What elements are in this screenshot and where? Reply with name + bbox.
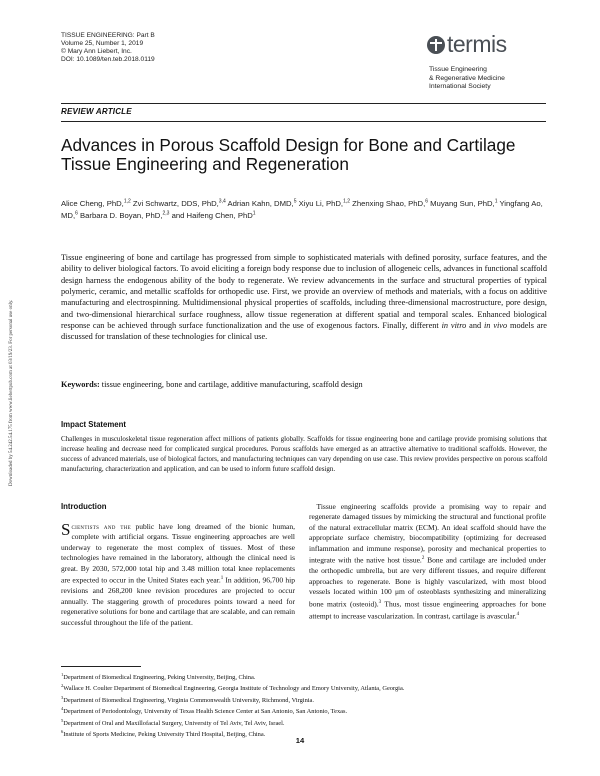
footnote: $^4$Department of Periodontology, University of Texas Health Science Center at San Antonio, San Antonio, Texas. [61, 706, 348, 716]
termis-cross-icon [427, 36, 445, 54]
footnote: $^1$Department of Biomedical Engineering, Peking University, Beijing, China. [61, 672, 256, 682]
logo-subtitle-line-3: International Society [429, 83, 491, 91]
introduction-heading: Introduction [61, 502, 107, 511]
copyright-line: © Mary Ann Liebert, Inc. [61, 48, 132, 55]
header-rule-bottom [61, 121, 546, 122]
intro-left-column: Scientists and the public have long dreamed of the bionic human, complete with artificial organs. Tissue engineering approaches are well underway to regenerate the most complex of tissues. Most of these technologies have remained in the laboratory, although the clinical need is great. By 2030, 572,000 total hip and 3.48 million total knee replacements are expected to occur in the United States each year.$^1$ In addition, 96,700 hip revisions and 268,200 knee revision procedures are projected to occur annually. The staggering growth of procedures points toward a need for regenerative solutions for bone and cartilage that are scalable, and can remain successful throughout the life of the patient. [61, 520, 295, 627]
author: Yingfang Ao, MD,$^6$ [61, 198, 543, 221]
header-rule-top [61, 103, 546, 104]
author: Alice Cheng, PhD,$^{1,2}$ [61, 198, 131, 208]
footnote: $^2$Wallace H. Coulter Department of Biomedical Engineering, Georgia Institute of Technology and Emory University, Atlanta, Georgia. [61, 683, 405, 693]
journal-header [61, 32, 155, 64]
citation: 2 [421, 556, 425, 562]
doi-line: DOI: 10.1089/ten.teb.2018.0119 [61, 56, 155, 63]
author-list [61, 196, 546, 221]
impact-statement: Challenges in musculoskeletal tissue regeneration affect millions of patients globally. Scaffolds for tissue engineering bone and cartilage provide promising solutions that increase healing and decrease need for complicated surgical procedures. Porous scaffolds have emerged as an attractive alternative to traditional scaffolds. However, the success of advanced materials, use of biological factors, and manufacturing techniques can vary depending on use case. This review provides perspective on porous scaffold manufacturing, characterization and application, and can be used to inform future scaffold design. [61, 435, 547, 473]
author: Zhenxing Shao, PhD,$^6$ [352, 198, 429, 208]
keywords [61, 379, 547, 390]
logo-wordmark: termis [447, 31, 507, 57]
affiliation-footnotes [61, 671, 547, 740]
drop-cap: S [61, 520, 71, 539]
footnote: $^5$Department of Oral and Maxillofacial Surgery, University of Tel Aviv, Tel Aviv, Israel. [61, 717, 285, 727]
journal-volume: Volume 25, Number 1, 2019 [61, 40, 144, 47]
author: Zvi Schwartz, DDS, PhD,$^{3,4}$ [132, 198, 226, 208]
citation: 1 [220, 576, 224, 582]
termis-logo [427, 31, 547, 96]
logo-subtitle-line-2: & Regenerative Medicine [429, 74, 505, 82]
intro-right-column: Tissue engineering scaffolds provide a promising way to repair and regenerate damaged tissues by mimicking the structural and functional profile of the natural extracellular matrix (ECM). An ideal scaffold should have the appropriate surface chemistry, biocompatibility (optimizing for decreased inflammation and immune response), porosity and mechanical properties to integrate with the native host tissue.$^2$ Bone and cartilage are included under the orthopedic umbrella, but are very different tissues, and require different approaches to regenerate. Bone is highly vascularized, with most blood vessels located within 100 μm of osteoblasts synthesizing and mineralizing bone matrix (osteoid).$^3$ Thus, most tissue engineering approaches for bone attempt to increase vascularization. In contrast, cartilage is avascular.$^4$ [309, 502, 546, 621]
footnote-rule [61, 666, 141, 667]
footnote: $^3$Department of Biomedical Engineering, Virginia Commonwealth University, Richmond, Virginia. [61, 694, 314, 704]
author: Xiyu Li, PhD,$^{1,2}$ [298, 198, 351, 208]
author: Barbara D. Boyan, PhD,$^{2,3}$ [80, 210, 170, 221]
abstract: Tissue engineering of bone and cartilage has progressed from simple to sophisticated materials with defined porosity, surface features, and the ability to deliver biological factors. To avoid eliciting a foreign body response due to inclusion of allogeneic cells, advances in functional scaffold design harness the endogenous ability of the body to regenerate. We review advancements in the surface and structural properties of typical polymeric, ceramic, and metallic scaffolds for orthopedic use. First, we provide an overview of methods and materials, with a focus on additive manufacturing and electrospinning. Multidimensional physical properties of scaffolds, including three-dimensional macrostructure, pore design, and two-dimensional hierarchical surface roughness, allow tissue regeneration at different spatial and temporal scales. Enhanced biological response can be achieved through surface functionalization and the use of exogenous factors. Finally, different in vitro and in vivo models are discussed for translation of these technologies for clinical use. [61, 253, 547, 342]
download-notice: Downloaded by 54.242.54.175 from www.liebertpub.com at 03/19/23. For personal use only. [9, 299, 14, 486]
citation: 4 [516, 611, 520, 617]
keywords-label: Keywords: [61, 380, 100, 389]
citation: 3 [378, 599, 382, 605]
author: and Haifeng Chen, PhD$^1$ [171, 210, 256, 221]
impact-heading: Impact Statement [61, 420, 126, 429]
author: Muyang Sun, PhD,$^1$ [430, 198, 498, 208]
logo-subtitle [429, 66, 505, 92]
page-number: 14 [295, 736, 305, 745]
article-title: Advances in Porous Scaffold Design for Bone and Cartilage Tissue Engineering and Regeneration [61, 135, 516, 174]
journal-name: TISSUE ENGINEERING: Part B [61, 32, 155, 39]
author: Adrian Kahn, DMD,$^5$ [227, 198, 297, 208]
article-type: REVIEW ARTICLE [61, 107, 132, 116]
logo-subtitle-line-1: Tissue Engineering [429, 66, 487, 73]
keywords-text: tissue engineering, bone and cartilage, additive manufacturing, scaffold design [101, 380, 363, 389]
footnote: $^6$Institute of Sports Medicine, Peking University Third Hospital, Beijing, China. [61, 729, 266, 739]
